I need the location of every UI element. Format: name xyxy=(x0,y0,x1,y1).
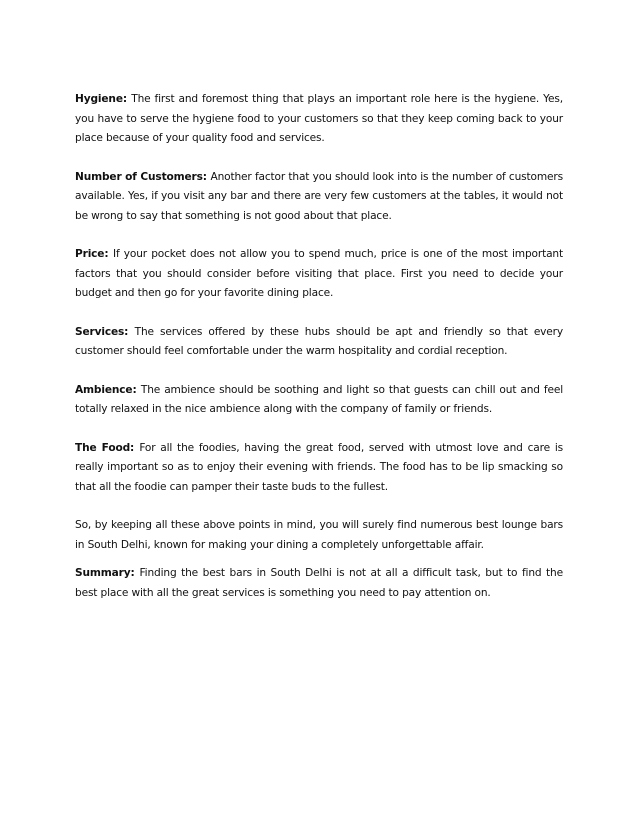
term-the-food: The Food: xyxy=(75,441,135,454)
text-the-food: For all the foodies, having the great food, served with utmost love and care is really important so as to enjoy their evening with friends. The food has to be lip smacking so that all the foodie can pamper their taste buds to the fullest. xyxy=(75,441,563,493)
term-number-of-customers: Number of Customers: xyxy=(75,170,207,183)
paragraph-hygiene xyxy=(75,90,563,149)
text-price: If your pocket does not allow you to spend much, price is one of the most important factors that you should consider before visiting that place. First you need to decide your budget and then go for your favorite dining place. xyxy=(75,248,564,299)
term-services: Services: xyxy=(75,325,129,338)
paragraph-price xyxy=(75,245,563,304)
term-price: Price: xyxy=(75,248,109,260)
text-ambience: The ambience should be soothing and light so that guests can chill out and feel totally relaxed in the nice ambience along with the company of family or friends. xyxy=(75,383,563,415)
paragraph-the-food xyxy=(75,439,563,498)
term-summary: Summary: xyxy=(75,567,135,579)
paragraph-services xyxy=(75,323,563,362)
term-hygiene: Hygiene: xyxy=(75,93,127,105)
text-services: The services offered by these hubs should be apt and friendly so that every customer should feel comfortable under the warm hospitality and cordial reception. xyxy=(75,325,563,357)
document-body xyxy=(75,90,563,603)
text-number-of-customers: Another factor that you should look into is the number of customers available. Yes, if you visit any bar and there are very few customers at the tables, it would not be wrong to say that something is not good about that place. xyxy=(75,170,563,222)
text-conclusion: So, by keeping all these above points in mind, you will surely find numerous best lounge bars in South Delhi, known for making your dining a completely unforgettable affair. xyxy=(75,519,563,551)
text-hygiene: The first and foremost thing that plays an important role here is the hygiene. Yes, you have to serve the hygiene food to your customers so that they keep coming back to your place because of your quality food and services. xyxy=(75,93,563,144)
paragraph-number-of-customers xyxy=(75,168,563,227)
paragraph-ambience xyxy=(75,381,563,420)
term-ambience: Ambience: xyxy=(75,383,137,396)
paragraph-conclusion xyxy=(75,516,563,555)
text-summary: Finding the best bars in South Delhi is not at all a difficult task, but to find the best place with all the great services is something you need to pay attention on. xyxy=(75,567,563,599)
paragraph-summary xyxy=(75,564,563,603)
